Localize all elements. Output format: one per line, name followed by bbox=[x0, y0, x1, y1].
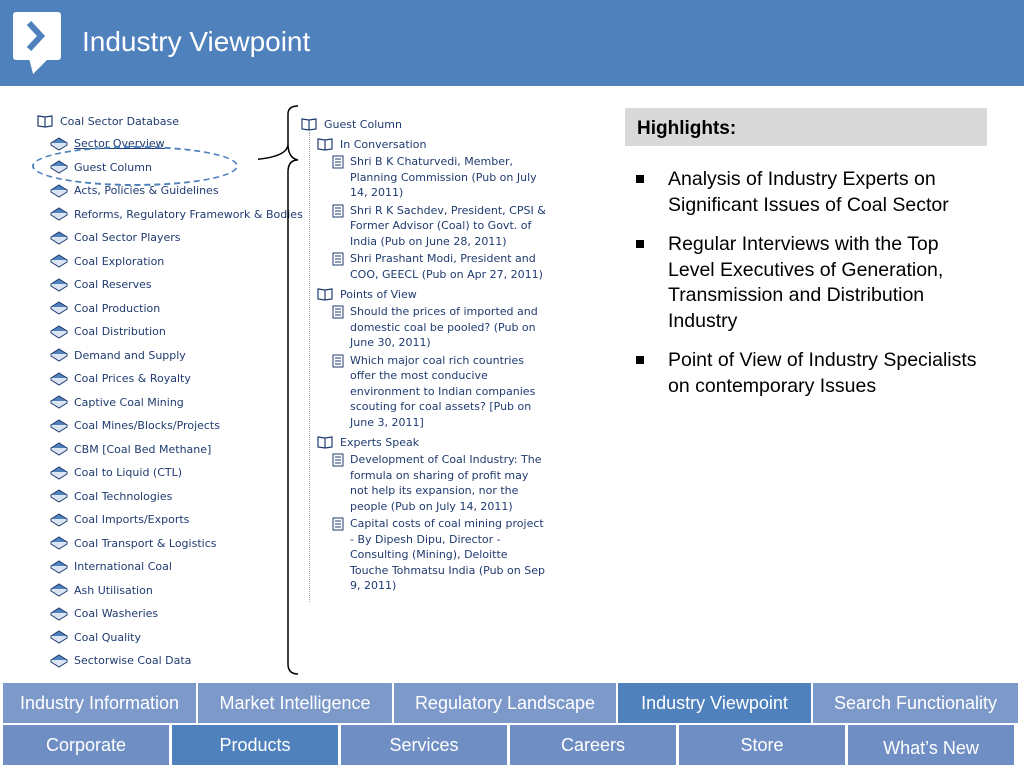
tree-root-label: Guest Column bbox=[324, 117, 402, 131]
tree-item-label: Coal Reserves bbox=[74, 278, 152, 292]
open-book-icon bbox=[316, 435, 334, 449]
tab-regulatory-landscape[interactable]: Regulatory Landscape bbox=[394, 683, 616, 723]
book-icon bbox=[50, 583, 68, 597]
tab-industry-viewpoint[interactable]: Industry Viewpoint bbox=[618, 683, 811, 723]
book-icon bbox=[50, 513, 68, 527]
tree-item-label: Coal to Liquid (CTL) bbox=[74, 466, 183, 480]
book-icon bbox=[50, 137, 68, 151]
document-icon bbox=[332, 155, 344, 169]
logo bbox=[13, 12, 61, 60]
book-icon bbox=[50, 489, 68, 503]
tree-document-label: Development of Coal Industry: The formula on sharing of profit may not help its expansion, nor the people (Pub on July 14, 2011) bbox=[350, 453, 542, 513]
tree-item-label: Coal Mines/Blocks/Projects bbox=[74, 419, 220, 433]
tree-section-label: Points of View bbox=[340, 287, 417, 301]
tab-whats-new[interactable]: What’s New bbox=[848, 725, 1014, 765]
book-icon bbox=[50, 536, 68, 550]
tree-item-label: Coal Production bbox=[74, 301, 161, 315]
tree-document-label: Should the prices of imported and domestic coal be pooled? (Pub on June 30, 2011) bbox=[350, 305, 538, 349]
logo-speech-tail bbox=[23, 58, 49, 74]
tree-document-label: Shri R K Sachdev, President, CPSI & Former Advisor (Coal) to Govt. of India (Pub on June 28, 2011) bbox=[350, 203, 546, 248]
tree-section[interactable] bbox=[300, 134, 550, 154]
tree-item-label: Reforms, Regulatory Framework & Bodies bbox=[74, 207, 303, 221]
book-icon bbox=[50, 325, 68, 339]
tree-document[interactable] bbox=[300, 251, 550, 282]
chevron-right-icon bbox=[25, 21, 49, 51]
book-icon bbox=[50, 419, 68, 433]
book-icon bbox=[50, 231, 68, 245]
tree-item-label: Acts, Policies & Guidelines bbox=[74, 184, 219, 198]
open-book-icon bbox=[36, 114, 54, 128]
open-book-icon bbox=[316, 137, 334, 151]
tree-item-label: CBM [Coal Bed Methane] bbox=[74, 442, 212, 456]
tree-item-label: International Coal bbox=[74, 560, 172, 574]
tree-item-label: Captive Coal Mining bbox=[74, 395, 184, 409]
nav-bottom bbox=[0, 725, 1024, 768]
document-icon bbox=[332, 517, 344, 531]
tree-document[interactable] bbox=[300, 516, 550, 594]
book-icon bbox=[50, 348, 68, 362]
tree-document[interactable] bbox=[300, 203, 550, 250]
tab-services[interactable]: Services bbox=[341, 725, 507, 765]
document-icon bbox=[332, 354, 344, 368]
book-icon bbox=[50, 301, 68, 315]
book-icon bbox=[50, 442, 68, 456]
tree-item-label: Sector Overview bbox=[74, 137, 165, 151]
tree-item-label: Coal Prices & Royalty bbox=[74, 372, 191, 386]
open-book-icon bbox=[300, 117, 318, 131]
book-icon bbox=[50, 254, 68, 268]
book-icon bbox=[50, 184, 68, 198]
tree-item-label: Coal Imports/Exports bbox=[74, 513, 190, 527]
guest-column-tree bbox=[300, 114, 550, 596]
tree-section[interactable] bbox=[300, 284, 550, 304]
tree-document[interactable] bbox=[300, 452, 550, 514]
highlight-item: Regular Interviews with the Top Level Executives of Generation, Transmission and Distribution Industry bbox=[636, 232, 986, 334]
book-icon bbox=[50, 607, 68, 621]
bracket-connector bbox=[258, 104, 302, 680]
nav-top bbox=[0, 683, 1024, 723]
tab-market-intelligence[interactable]: Market Intelligence bbox=[198, 683, 392, 723]
tab-store[interactable]: Store bbox=[679, 725, 845, 765]
tree-item-label: Demand and Supply bbox=[74, 348, 186, 362]
book-icon bbox=[50, 560, 68, 574]
tree-document[interactable] bbox=[300, 353, 550, 431]
tree-root-label: Coal Sector Database bbox=[60, 114, 180, 128]
tree-item-label: Coal Sector Players bbox=[74, 231, 181, 245]
tree-document-label: Capital costs of coal mining project - By Dipesh Dipu, Director - Consulting (Mining), Deloitte Touche Tohmatsu India (Pub on Sep 9, 2011) bbox=[350, 517, 545, 592]
header-bar bbox=[0, 0, 1024, 86]
tree-item-label: Coal Technologies bbox=[74, 489, 173, 503]
tab-careers[interactable]: Careers bbox=[510, 725, 676, 765]
tree-document[interactable] bbox=[300, 304, 550, 351]
square-bullet-icon bbox=[636, 356, 644, 364]
tree-document-label: Shri Prashant Modi, President and COO, GEECL (Pub on Apr 27, 2011) bbox=[350, 252, 543, 281]
tree-section[interactable] bbox=[300, 432, 550, 452]
tab-search-functionality[interactable]: Search Functionality bbox=[813, 683, 1018, 723]
page-title: Industry Viewpoint bbox=[82, 26, 311, 57]
tree-document[interactable] bbox=[300, 154, 550, 201]
tree-section-label: Experts Speak bbox=[340, 435, 420, 449]
square-bullet-icon bbox=[636, 175, 644, 183]
tree-item-label: Coal Washeries bbox=[74, 607, 159, 621]
highlight-item: Analysis of Industry Experts on Significant Issues of Coal Sector bbox=[636, 167, 986, 218]
book-icon bbox=[50, 654, 68, 668]
document-icon bbox=[332, 204, 344, 218]
tree-item-label: Ash Utilisation bbox=[74, 583, 153, 597]
book-icon bbox=[50, 466, 68, 480]
tab-products[interactable]: Products bbox=[172, 725, 338, 765]
tree-item-label: Sectorwise Coal Data bbox=[74, 654, 192, 668]
book-icon bbox=[50, 207, 68, 221]
tree-item-label: Coal Quality bbox=[74, 630, 142, 644]
tree-document-label: Shri B K Chaturvedi, Member, Planning Commission (Pub on July 14, 2011) bbox=[350, 155, 537, 199]
document-icon bbox=[332, 453, 344, 467]
tree-root-guest-column[interactable] bbox=[300, 114, 550, 134]
book-icon bbox=[50, 278, 68, 292]
highlights-list bbox=[636, 167, 986, 413]
tree-item-label: Guest Column bbox=[74, 160, 152, 174]
guest-column-highlight-ellipse bbox=[32, 146, 238, 186]
tab-corporate[interactable]: Corporate bbox=[3, 725, 169, 765]
tree-item-label: Coal Transport & Logistics bbox=[74, 536, 217, 550]
tree-item-label: Coal Distribution bbox=[74, 325, 166, 339]
document-icon bbox=[332, 252, 344, 266]
square-bullet-icon bbox=[636, 240, 644, 248]
tab-industry-information[interactable]: Industry Information bbox=[3, 683, 196, 723]
open-book-icon bbox=[316, 287, 334, 301]
book-icon bbox=[50, 630, 68, 644]
book-icon bbox=[50, 372, 68, 386]
highlight-item: Point of View of Industry Specialists on contemporary Issues bbox=[636, 348, 986, 399]
tree-item-label: Coal Exploration bbox=[74, 254, 165, 268]
tree-section-label: In Conversation bbox=[340, 137, 427, 151]
book-icon bbox=[50, 395, 68, 409]
document-icon bbox=[332, 305, 344, 319]
highlights-title: Highlights: bbox=[625, 108, 987, 146]
tree-document-label: Which major coal rich countries offer the most conducive environment to Indian companies scouting for coal assets? [Pub on June 3, 2011] bbox=[350, 353, 536, 429]
